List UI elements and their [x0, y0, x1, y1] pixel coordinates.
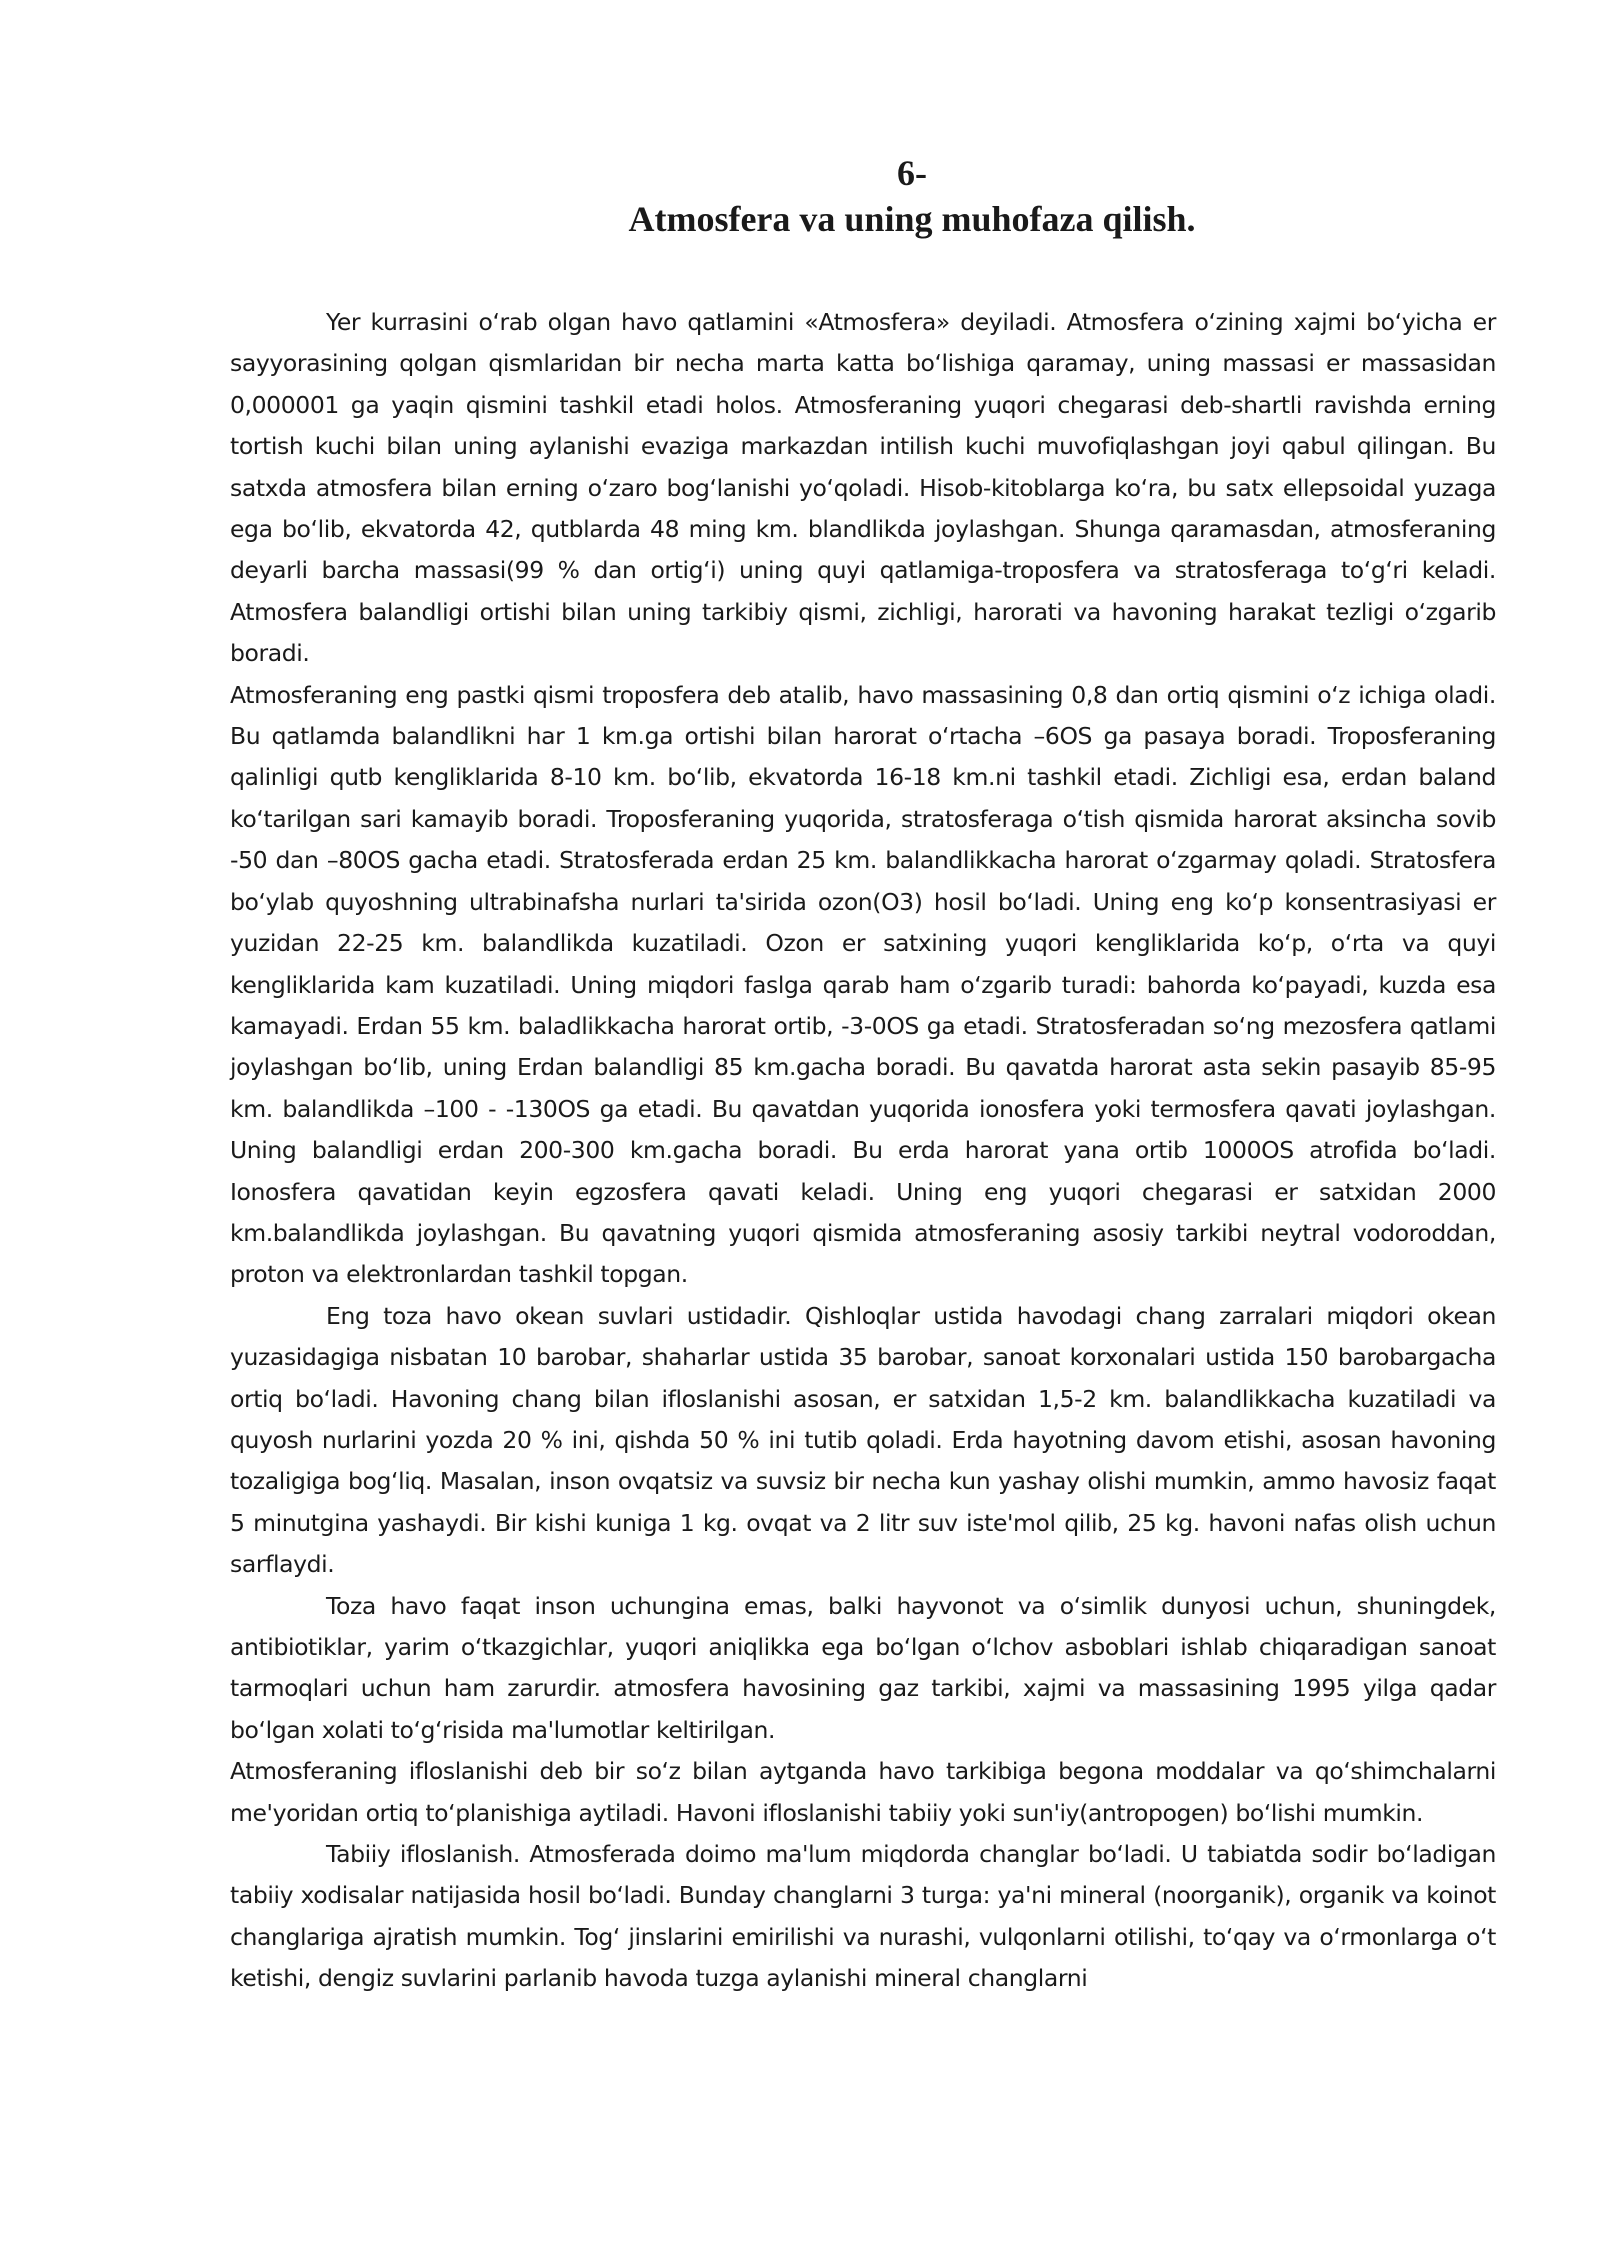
- paragraph-5: Atmosferaning ifloslanishi deb bir so‘z bilan aytganda havo tarkibiga begona moddalar va qo‘shimchalarni me'yoridan ortiq to‘planishiga aytiladi. Havoni ifloslanishi tabiiy yoki sun'iy(antropogen) bo‘lishi mumkin.: [230, 1757, 1496, 1827]
- paragraph-3: Eng toza havo okean suvlari ustidadir. Qishloqlar ustida havodagi chang zarralari miqdori okean yuzasidagiga nisbatan 10 barobar, shaharlar ustida 35 barobar, sanoat korxonalari ustida 150 barobargacha ortiq bo‘ladi. Havoning chang bilan ifloslanishi asosan, er satxidan 1,5-2 km. balandlikkacha kuzatiladi va quyosh nurlarini yozda 20 % ini, qishda 50 % ini tutib qoladi. Erda hayotning davom etishi, asosan havoning tozaligiga bog‘liq. Masalan, inson ovqatsiz va suvsiz bir necha kun yashay olishi mumkin, ammo havosiz faqat 5 minutgina yashaydi. Bir kishi kuniga 1 kg. ovqat va 2 litr suv iste'mol qilib, 25 kg. havoni nafas olish uchun sarflaydi.: [230, 1301, 1496, 1579]
- chapter-title: Atmosfera va uning muhofaza qilish.: [628, 199, 1196, 239]
- paragraph-4: Toza havo faqat inson uchungina emas, balki hayvonot va o‘simlik dunyosi uchun, shuningdek, antibiotiklar, yarim o‘tkazgichlar, yuqori aniqlikka ega bo‘lgan o‘lchov asboblari ishlab chiqaradigan sanoat tarmoqlari uchun ham zarurdir. atmosfera havosining gaz tarkibi, xajmi va massasining 1995 yilga qadar bo‘lgan xolati to‘g‘risida ma'lumotlar keltirilgan.: [230, 1591, 1496, 1744]
- paragraph-2: Atmosferaning eng pastki qismi troposfera deb atalib, havo massasining 0,8 dan ortiq qismini o‘z ichiga oladi. Bu qatlamda balandlikni har 1 km.ga ortishi bilan harorat o‘rtacha –6OS ga pasaya boradi. Troposferaning qalinligi qutb kengliklarida 8-10 km. bo‘lib, ekvatorda 16-18 km.ni tashkil etadi. Zichligi esa, erdan baland ko‘tarilgan sari kamayib boradi. Troposferaning yuqorida, stratosferaga o‘tish qismida harorat aksincha sovib -50 dan –80OS gacha etadi. Stratosferada erdan 25 km. balandlikkacha harorat o‘zgarmay qoladi. Stratosfera bo‘ylab quyoshning ultrabinafsha nurlari ta'sirida ozon(O3) hosil bo‘ladi. Uning eng ko‘p konsentrasiyasi er yuzidan 22-25 km. balandlikda kuzatiladi. Ozon er satxining yuqori kengliklarida ko‘p, o‘rta va quyi kengliklarida kam kuzatiladi. Uning miqdori faslga qarab ham o‘zgarib turadi: bahorda ko‘payadi, kuzda esa kamayadi. Erdan 55 km. baladlikkacha harorat ortib, -3-0OS ga etadi. Stratosferadan so‘ng mezosfera qatlami joylashgan bo‘lib, uning Erdan balandligi 85 km.gacha boradi. Bu qavatda harorat asta sekin pasayib 85-95 km. balandlikda –100 - -130OS ga etadi. Bu qavatdan yuqorida ionosfera yoki termosfera qavati joylashgan. Uning balandligi erdan 200-300 km.gacha boradi. Bu erda harorat yana ortib 1000OS atrofida bo‘ladi. Ionosfera qavatidan keyin egzosfera qavati keladi. Uning eng yuqori chegarasi er satxidan 2000 km.balandlikda joylashgan. Bu qavatning yuqori qismida atmosferaning asosiy tarkibi neytral vodoroddan, proton va elektronlardan tashkil topgan.: [230, 680, 1496, 1289]
- document-body: [230, 302, 1496, 2000]
- paragraph-6: Tabiiy ifloslanish. Atmosferada doimo ma'lum miqdorda changlar bo‘ladi. U tabiatda sodir bo‘ladigan tabiiy xodisalar natijasida hosil bo‘ladi. Bunday changlarni 3 turga: ya'ni mineral (noorganik), organik va koinot changlariga ajratish mumkin. Tog‘ jinslarini emirilishi va nurashi, vulqonlarni otilishi, to‘qay va o‘rmonlarga o‘t ketishi, dengiz suvlarini parlanib havoda tuzga aylanishi mineral changlarni: [230, 1840, 1496, 1993]
- paragraph-1: Yer kurrasini o‘rab olgan havo qatlamini «Atmosfera» deyiladi. Atmosfera o‘zining xajmi bo‘yicha er sayyorasining qolgan qismlaridan bir necha marta katta bo‘lishiga qaramay, uning massasi er massasidan 0,000001 ga yaqin qismini tashkil etadi holos. Atmosferaning yuqori chegarasi deb-shartli ravishda erning tortish kuchi bilan uning aylanishi evaziga markazdan intilish kuchi muvofiqlashgan joyi qabul qilingan. Bu satxda atmosfera bilan erning o‘zaro bog‘lanishi yo‘qoladi. Hisob-kitoblarga ko‘ra, bu satx ellepsoidal yuzaga ega bo‘lib, ekvatorda 42, qutblarda 48 ming km. blandlikda joylashgan. Shunga qaramasdan, atmosferaning deyarli barcha massasi(99 % dan ortig‘i) uning quyi qatlamiga-troposfera va stratosferaga to‘g‘ri keladi. Atmosfera balandligi ortishi bilan uning tarkibiy qismi, zichligi, harorati va havoning harakat tezligi o‘zgarib boradi.: [230, 308, 1496, 668]
- chapter-heading: [230, 150, 1594, 242]
- chapter-number: 6-: [897, 153, 927, 193]
